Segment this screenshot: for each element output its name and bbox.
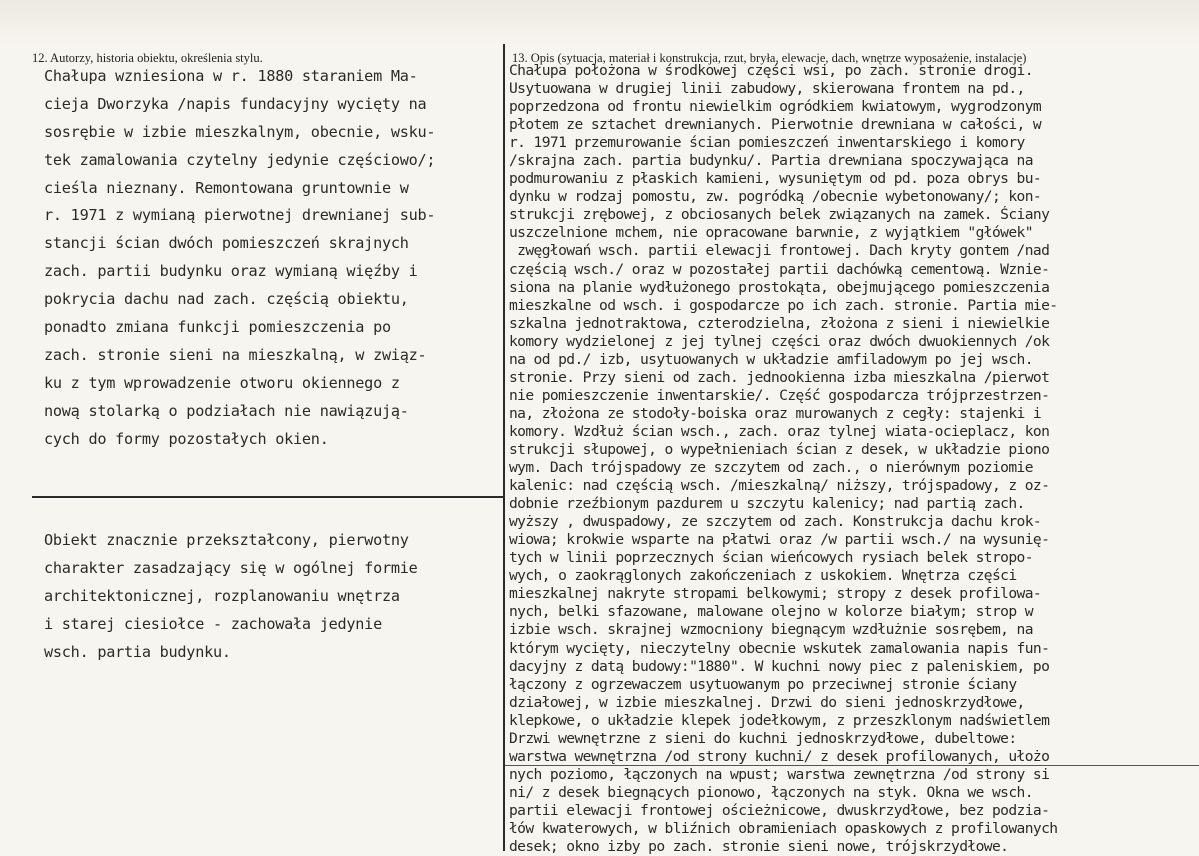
description-line: ni/ z desek biegnących pionowo, łączonych na styk. Okna we wsch. (509, 783, 1033, 801)
description-line: wiowa; krokwie wsparte na płatwi oraz /w partii wsch./ na wysunię- (509, 531, 1050, 549)
section-13-header: 13. Opis (sytuacja, materiał i konstrukcja, rzut, bryła, elewacje, dach, wnętrze wyposażenie, instalacje) (512, 51, 1027, 65)
description-line: r. 1971 przemurowanie ścian pomieszczeń inwentarskiego i komory (509, 134, 1025, 152)
style-line: charakter zasadzający się w ogólnej formie (44, 558, 418, 577)
description-line: szkalna jednotraktowa, czterodzielna, złożona z sieni i niewielkie (509, 314, 1050, 332)
history-line: tek zamalowania czytelny jedynie częściowo/; (44, 150, 436, 169)
description-line: zwęgłowań wsch. partii elewacji frontowej. Dach kryty gontem /nad (509, 242, 1050, 260)
description-line: mieszkalnej nakryte stropami belkowymi; stropy z desek profilowa- (509, 585, 1042, 603)
description-line: Chałupa położona w środkowej części wsi, po zach. stronie drogi. (509, 62, 1033, 79)
section-12-header: 12. Autorzy, historia obiektu, określenia stylu. (32, 51, 263, 65)
history-line: nową stolarką o podziałach nie nawiązują- (44, 401, 409, 420)
description-line: płotem ze sztachet drewnianych. Pierwotnie drewniana w całości, w (509, 116, 1042, 134)
history-line: zach. partii budynku oraz wymianą więźby i (44, 262, 418, 281)
description-line: dobnie rzeźbionym pazdurem u szczytu kalenicy; nad partią zach. (509, 495, 1025, 513)
description-line: na, złożona ze stodoły-boiska oraz murowanych z cegły: stajenki i (509, 404, 1042, 422)
description-line: dynku w rodzaj pomostu, zw. pogródką /obecnie wybetonowany/; kon- (509, 188, 1042, 206)
description-line: stronie. Przy sieni od zach. jednookienna izba mieszkalna /pierwot (509, 368, 1050, 386)
left-section-divider (32, 496, 504, 498)
description-line: tych w linii poprzecznych ścian wieńcowych rysiach belek stropo- (509, 549, 1033, 567)
description-line: strukcji słupowej, o wypełnieniach ścian z desek, w układzie piono (509, 440, 1050, 458)
description-line: działowej, w izbie mieszkalnej. Drzwi do sieni jednoskrzydłowe, (509, 693, 1025, 711)
description-line: nie pomieszczenie inwentarskie/. Część gospodarcza trójprzestrzen- (509, 386, 1050, 404)
description-line: /skrajna zach. partia budynku/. Partia drewniana spoczywająca na (509, 152, 1033, 170)
top-shadow (0, 0, 1199, 46)
style-line: architektonicznej, rozplanowaniu wnętrza (44, 586, 400, 605)
description-line: Usytuowana w drugiej linii zabudowy, skierowana frontem na pd., (509, 80, 1025, 98)
description-line: łączony z ogrzewaczem usytuowanym po przeciwnej stronie ściany (509, 675, 1017, 693)
description-line: na od pd./ izb, usytuowanych w układzie amfiladowym po jej wsch. (509, 350, 1033, 368)
description-line: poprzedzona od frontu niewielkim ogródkiem kwiatowym, wygrodzonym (509, 98, 1042, 116)
description-line: wym. Dach trójspadowy ze szczytem od zach., o nierównym poziomie (509, 459, 1033, 477)
description-line: uszczelnione mchem, nie opracowane barwnie, z wyjątkiem "główek" (509, 224, 1033, 242)
description-line: którym wycięty, nieczytelny obecnie wskutek zamalowania napis fun- (509, 639, 1050, 657)
description-line: podmurowaniu z płaskich kamieni, wysuniętym od pd. poza obrys bu- (509, 170, 1042, 188)
description-line: nych, belki sfazowane, malowane olejno w kolorze białym; strop w (509, 603, 1033, 621)
history-line: Chałupa wzniesiona w r. 1880 staraniem Ma- (44, 67, 418, 85)
description-line: klepkowe, o układzie klepek jodełkowym, z przeszklonym nadświetlem (509, 711, 1050, 729)
description-line: izbie wsch. skrajnej wzmocniony biegnącym wzdłużnie sosrębem, na (509, 621, 1033, 639)
description-line: wych, o zaokrąglonych zakończeniach z uskokiem. Wnętrza części (509, 567, 1017, 585)
style-line: i starej ciesiołce - zachowała jedynie (44, 614, 382, 633)
description-line: łów kwaterowych, w bliźnich obramieniach opaskowych z profilowanych (509, 819, 1058, 837)
description-line: mieszkalne od wsch. i gospodarcze po ich zach. stronie. Partia mie- (509, 296, 1058, 314)
history-line: ku z tym wprowadzenie otworu okiennego z (44, 373, 400, 392)
style-text (44, 527, 500, 666)
description-line: komory wydzielonej z jej tylnej części oraz dwóch dwuokiennych /ok (509, 332, 1050, 350)
description-text (509, 62, 1199, 856)
history-line: sosrębie w izbie mieszkalnym, obecnie, wsku- (44, 122, 436, 141)
column-divider (503, 44, 505, 851)
description-line: nych poziomo, łączonych na wpust; warstwa zewnętrzna /od strony si (509, 765, 1050, 783)
history-line: r. 1971 z wymianą pierwotnej drewnianej sub- (44, 206, 436, 225)
description-line: komory. Wzdłuż ścian wsch., zach. oraz tylnej wiata-ocieplacz, kon (509, 422, 1050, 440)
description-line: wyższy , dwuspadowy, ze szczytem od zach. Konstrukcja dachu krok- (509, 513, 1042, 531)
history-line: ponadto zmiana funkcji pomieszczenia po (44, 318, 391, 337)
history-line: zach. stronie sieni na mieszkalną, w związ- (44, 345, 427, 364)
description-line: kalenic: nad częścią wsch. /mieszkalną/ niższy, trójspadowy, z oz- (509, 477, 1050, 495)
history-line: cych do formy pozostałych okien. (44, 429, 329, 448)
history-line: cieja Dworzyka /napis fundacyjny wycięty na (44, 94, 427, 113)
description-line: warstwa wewnętrzna /od strony kuchni/ z desek profilowanych, ułożo (509, 747, 1050, 765)
description-line: desek; okno izby po zach. stronie sieni nowe, trójskrzydłowe. (509, 838, 1009, 856)
history-line: stancji ścian dwóch pomieszczeń skrajnych (44, 234, 409, 253)
description-line: Drzwi wewnętrzne z sieni do kuchni jednoskrzydłowe, dubeltowe: (509, 729, 1017, 747)
description-line: siona na planie wydłużonego prostokąta, obejmującego pomieszczenia (509, 278, 1050, 296)
style-line: Obiekt znacznie przekształcony, pierwotny (44, 531, 409, 549)
history-text (44, 63, 500, 453)
history-line: pokrycia dachu nad zach. częścią obiektu, (44, 290, 409, 309)
style-line: wsch. partia budynku. (44, 642, 231, 661)
description-line: częścią wsch./ oraz w pozostałej partii dachówką cementową. Wznie- (509, 260, 1050, 278)
history-line: cieśla nieznany. Remontowana gruntownie w (44, 178, 409, 197)
description-line: dacyjny z datą budowy:"1880". W kuchni nowy piec z paleniskiem, po (509, 657, 1050, 675)
description-line: partii elewacji frontowej ościeżnicowe, dwuskrzydłowe, bez podzia- (509, 801, 1050, 819)
description-line: strukcji zrębowej, z obciosanych belek związanych na zamek. Ściany (509, 206, 1050, 224)
